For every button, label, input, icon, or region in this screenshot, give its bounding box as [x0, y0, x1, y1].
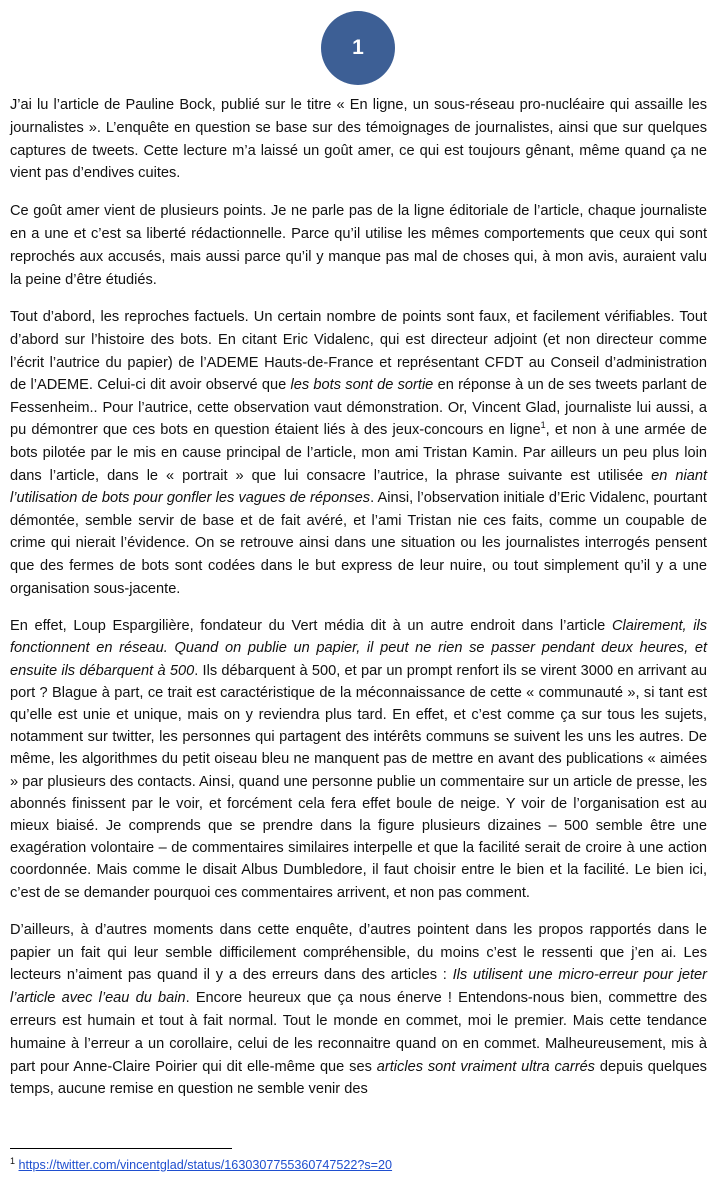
text-run: . Ainsi, l’observation initiale d’Eric Vidalenc, pourtant démontée, semble servir de base et de fait avéré, et l’ami Tristan nie ces faits, comme un coupable de crime qui nierait l’évidence. On se retrouve ainsi dans une situation ou les journalistes interrogés pensent que des fermes de bots sont codées dans le but express de leur nuire, ou tout simplement qu’il y a une organisation sous-jacente. [10, 490, 707, 597]
paragraph [10, 615, 707, 904]
text-run: D’ailleurs, à d’autres moments dans cette enquête, d’autres pointent dans les propos rapportés dans le papier un fait qui leur semble difficilement compréhensible, du moins c’est le ressenti que j’en ai. Les lecteurs n’aiment pas quand il y a des erreurs dans des articles : [10, 921, 707, 984]
footnote [10, 1157, 392, 1173]
italic-quote: les bots sont de sortie [290, 377, 434, 394]
text-run: depuis quelques temps, aucune remise en question ne semble venir des [10, 1058, 707, 1098]
paragraph [10, 94, 707, 185]
footnote-link[interactable]: https://twitter.com/vincentglad/status/1630307755360747522?s=20 [18, 1158, 393, 1172]
paragraph [10, 306, 707, 600]
text-run: . Encore heureux que ça nous énerve ! Entendons-nous bien, commettre des erreurs est humain et tout à fait normal. Tout le monde en commet, moi le premier. Mais cette tendance humaine à l’erreur a un corollaire, celui de les reconnaitre quand on en commet. Malheureusement, mis à part pour Anne-Claire Poirier qui dit elle-même que ses [10, 990, 707, 1075]
footnote-marker: 1 [10, 1155, 16, 1166]
footnote-reference: 1 [540, 420, 546, 431]
paragraph [10, 200, 707, 291]
paragraph [10, 919, 707, 1101]
italic-quote: Clairement, ils fonctionnent en réseau. Quand on publie un papier, il peut ne rien se passer pendant deux heures, et ensuite ils débarquent à 500 [10, 618, 708, 679]
text-run: en réponse à un de ses tweets parlant de Fessenheim.. Pour l’autrice, cette observation vaut démonstration. Or, Vincent Glad, journaliste lui aussi, a pu démontrer que ces bots en question étaient liés à des jeux-concours en ligne [10, 377, 707, 439]
text-run: Ce goût amer vient de plusieurs points. Je ne parle pas de la ligne éditoriale de l’article, chaque journaliste en a une et c’est sa liberté rédactionnelle. Parce qu’il utilise les mêmes comportements que ceux qui sont reprochés aux accusés, mais aussi parce qu’il y manque pas mal de choses qui, à mon avis, auraient valu la peine d’être étudiés. [10, 203, 707, 288]
italic-quote: articles sont vraiment ultra carrés [376, 1058, 595, 1075]
italic-quote: Ils utilisent une micro-erreur pour jeter l’article avec l’eau du bain [10, 967, 707, 1007]
text-run: En effet, Loup Espargilière, fondateur du Vert média dit à un autre endroit dans l’article [10, 618, 612, 635]
text-run: J’ai lu l’article de Pauline Bock, publié sur le titre « En ligne, un sous-réseau pro-nucléaire qui assaille les journalistes ». L’enquête en question se base sur des témoignages de journalistes, ainsi que sur quelques captures de tweets. Cette lecture m’a laissé un goût amer, ce qui est toujours gênant, même quand ça ne vient pas d’endives cuites. [10, 97, 707, 182]
page-number-badge [321, 11, 395, 85]
text-run: . Ils débarquent à 500, et par un prompt renfort ils se virent 3000 en arrivant au port ? Blague à part, ce trait est caractéristique de la méconnaissance de cette « communauté », si tant est qu’elle est unie et unique, mais on y reviendra plus tard. En effet, et c’est comme ça sur tous les sujets, notamment sur twitter, les personnes qui partagent des intérêts communs se suivent les uns les autres. De même, les algorithmes du petit oiseau bleu ne manquent pas de mettre en avant des publications « aimées » par plusieurs des contacts. Ainsi, quand une personne publie un commentaire sur un article de presse, les abonnés finissent par le voir, et forcément cela fera effet boule de neige. Y voir de l’organisation est au mieux biaisé. Je comprends que se prendre dans la figure plusieurs dizaines – 500 semble être une exagération volontaire – de commentaires similaires interpelle et que la facilité serait de croire à une action coordonnée. Mais comme le disait Albus Dumbledore, il faut choisir entre le bien et la facilité. Le bien ici, c’est de se demander pourquoi ces commentaires arrivent, et non pas comment. [10, 662, 707, 901]
text-run: Tout d’abord, les reproches factuels. Un certain nombre de points sont faux, et facilement vérifiables. Tout d’abord sur l’histoire des bots. En citant Eric Vidalenc, qui est directeur adjoint (et non directeur comme l’écrit l’autrice du papier) de l’ADEME Hauts-de-France et représentant CFDT au Conseil d’administration de l’ADEME. Celui-ci dit avoir observé que [10, 309, 707, 394]
article-body [10, 94, 707, 1116]
footnote-separator [10, 1148, 232, 1149]
italic-quote: en niant l’utilisation de bots pour gonfler les vagues de réponses [10, 467, 707, 507]
text-run: , et non à une armée de bots pilotée par le mis en cause principal de l’article, mon ami Tristan Kamin. Par ailleurs un peu plus loin dans l’article, dans le « portrait » que lui consacre l’autrice, la phrase suivante est utilisée [10, 422, 708, 484]
page-number: 1 [352, 36, 364, 59]
